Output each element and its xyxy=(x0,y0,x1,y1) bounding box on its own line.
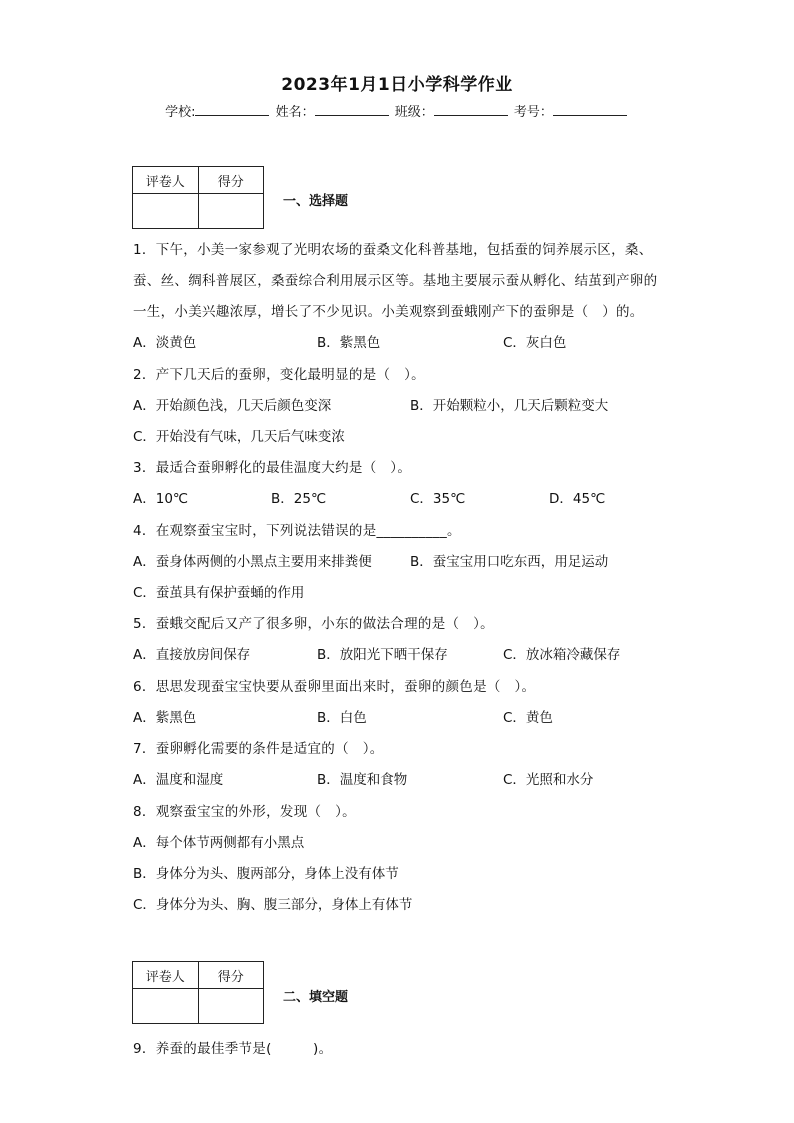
q6-option-a[interactable]: A．紫黑色 xyxy=(133,710,197,726)
q4-option-c[interactable]: C．蚕茧具有保护蚕蛹的作用 xyxy=(133,585,305,601)
score-cell[interactable] xyxy=(198,989,264,1024)
q1-option-b[interactable]: B．紫黑色 xyxy=(317,335,381,351)
q5-option-a[interactable]: A．直接放房间保存 xyxy=(133,647,251,663)
q2-stem: 2．产下几天后的蚕卵，变化最明显的是（ ）。 xyxy=(133,367,425,383)
school-label: 学校: xyxy=(165,105,196,120)
q9-stem: 9．养蚕的最佳季节是( )。 xyxy=(133,1041,333,1057)
section-title-fill-blank: 二、填空题 xyxy=(283,990,349,1005)
score-header: 得分 xyxy=(198,167,264,194)
score-cell[interactable] xyxy=(198,194,264,229)
grader-header: 评卷人 xyxy=(133,962,199,989)
q2-option-a[interactable]: A．开始颜色浅，几天后颜色变深 xyxy=(133,398,332,414)
grader-cell[interactable] xyxy=(133,989,199,1024)
q7-option-b[interactable]: B．温度和食物 xyxy=(317,772,408,788)
score-table-section-1 xyxy=(132,166,264,229)
section-title-choice: 一、选择题 xyxy=(283,194,349,209)
q6-option-b[interactable]: B．白色 xyxy=(317,710,367,726)
q5-option-b[interactable]: B．放阳光下晒干保存 xyxy=(317,647,448,663)
q6-option-c[interactable]: C．黄色 xyxy=(503,710,553,726)
class-blank[interactable] xyxy=(434,103,508,116)
q8-stem: 8．观察蚕宝宝的外形，发现（ ）。 xyxy=(133,804,356,820)
q2-option-b[interactable]: B．开始颗粒小，几天后颗粒变大 xyxy=(410,398,609,414)
q8-option-c[interactable]: C．身体分为头、胸、腹三部分，身体上有体节 xyxy=(133,897,413,913)
q2-option-c[interactable]: C．开始没有气味，几天后气味变浓 xyxy=(133,429,345,445)
q8-option-a[interactable]: A．每个体节两侧都有小黑点 xyxy=(133,835,305,851)
q7-stem: 7．蚕卵孵化需要的条件是适宜的（ ）。 xyxy=(133,741,384,757)
q5-option-c[interactable]: C．放冰箱冷藏保存 xyxy=(503,647,621,663)
grader-cell[interactable] xyxy=(133,194,199,229)
exam-no-label: 考号： xyxy=(513,105,553,120)
q1-stem-line-3: 一生，小美兴趣浓厚，增长了不少见识。小美观察到蚕蛾刚产下的蚕卵是（ ）的。 xyxy=(133,304,644,320)
exam-no-blank[interactable] xyxy=(553,103,627,116)
q3-option-a[interactable]: A．10℃ xyxy=(133,491,189,507)
q4-stem: 4．在观察蚕宝宝时，下列说法错误的是__________。 xyxy=(133,523,461,539)
q3-option-c[interactable]: C．35℃ xyxy=(410,491,466,507)
class-label: 班级： xyxy=(394,105,434,120)
q5-stem: 5．蚕蛾交配后又产了很多卵，小东的做法合理的是（ ）。 xyxy=(133,616,494,632)
score-table-section-2 xyxy=(132,961,264,1024)
q6-stem: 6．思思发现蚕宝宝快要从蚕卵里面出来时，蚕卵的颜色是（ ）。 xyxy=(133,679,536,695)
q1-stem-line-1: 1．下午，小美一家参观了光明农场的蚕桑文化科普基地，包括蚕的饲养展示区，桑、 xyxy=(133,242,653,258)
q7-option-a[interactable]: A．温度和湿度 xyxy=(133,772,224,788)
q3-option-b[interactable]: B．25℃ xyxy=(271,491,327,507)
q1-option-c[interactable]: C．灰白色 xyxy=(503,335,567,351)
q4-option-a[interactable]: A．蚕身体两侧的小黑点主要用来排粪便 xyxy=(133,554,372,570)
q4-option-b[interactable]: B．蚕宝宝用口吃东西，用足运动 xyxy=(410,554,609,570)
score-header: 得分 xyxy=(198,962,264,989)
page-title: 2023年1月1日小学科学作业 xyxy=(281,75,513,95)
q1-option-a[interactable]: A．淡黄色 xyxy=(133,335,197,351)
q1-stem-line-2: 蚕、丝、绸科普展区，桑蚕综合利用展示区等。基地主要展示蚕从孵化、结茧到产卵的 xyxy=(133,273,658,289)
q7-option-c[interactable]: C．光照和水分 xyxy=(503,772,594,788)
q3-option-d[interactable]: D．45℃ xyxy=(549,491,606,507)
school-blank[interactable] xyxy=(195,103,269,116)
name-blank[interactable] xyxy=(315,103,389,116)
name-label: 姓名： xyxy=(275,105,315,120)
q3-stem: 3．最适合蚕卵孵化的最佳温度大约是（ ）。 xyxy=(133,460,412,476)
grader-header: 评卷人 xyxy=(133,167,199,194)
q8-option-b[interactable]: B．身体分为头、腹两部分，身体上没有体节 xyxy=(133,866,399,882)
student-info-line xyxy=(0,101,794,120)
